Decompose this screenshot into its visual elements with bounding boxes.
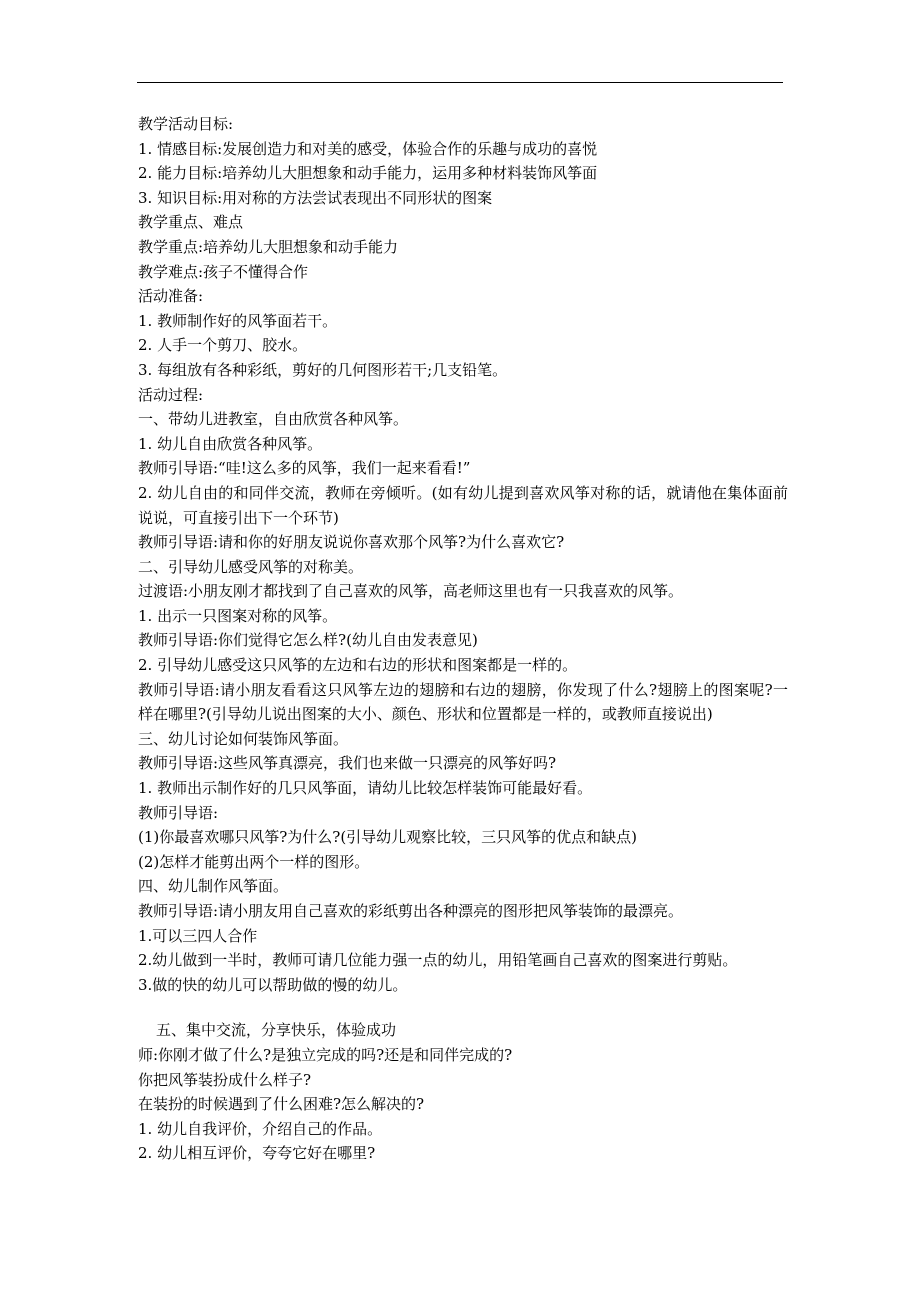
process-step-heading: 一、带幼儿进教室，自由欣赏各种风筝。 <box>138 410 409 429</box>
process-item: 1. 教师出示制作好的几只风筝面，请幼儿比较怎样装饰可能最好看。 <box>138 779 593 798</box>
objective-emotion: 1. 情感目标:发展创造力和对美的感受，体验合作的乐趣与成功的喜悦 <box>138 139 598 158</box>
section-heading-preparation: 活动准备: <box>138 287 204 306</box>
process-step-heading: 四、幼儿制作风筝面。 <box>138 877 289 896</box>
process-paragraph: 2. 幼儿自由的和同伴交流，教师在旁倾听。(如有幼儿提到喜欢风筝对称的话，就请他在集体面前说说，可直接引出下一个环节) <box>138 483 788 527</box>
teacher-guidance: 教师引导语:请和你的好朋友说说你喜欢那个风筝?为什么喜欢它? <box>138 533 565 552</box>
key-point: 教学重点:培养幼儿大胆想象和动手能力 <box>138 237 399 256</box>
difficult-point: 教学难点:孩子不懂得合作 <box>138 262 309 281</box>
question-item: (2)怎样才能剪出两个一样的图形。 <box>138 852 370 871</box>
preparation-item: 2. 人手一个剪刀、胶水。 <box>138 336 308 355</box>
teacher-guidance: 教师引导语:这些风筝真漂亮，我们也来做一只漂亮的风筝好吗? <box>138 754 557 773</box>
process-step-heading: 五、集中交流，分享快乐，体验成功 <box>156 1021 397 1040</box>
process-item: 2. 引导幼儿感受这只风筝的左边和右边的形状和图案都是一样的。 <box>138 656 578 675</box>
process-step-heading: 三、幼儿讨论如何装饰风筝面。 <box>138 729 349 748</box>
question-item: (1)你最喜欢哪只风筝?为什么?(引导幼儿观察比较，三只风筝的优点和缺点) <box>138 828 638 847</box>
process-step-heading: 二、引导幼儿感受风筝的对称美。 <box>138 557 364 576</box>
process-item: 1.可以三四人合作 <box>138 926 258 945</box>
section-heading-process: 活动过程: <box>138 385 204 404</box>
header-rule <box>137 82 783 83</box>
objective-ability: 2. 能力目标:培养幼儿大胆想象和动手能力，运用多种材料装饰风筝面 <box>138 164 598 183</box>
teacher-guidance: 教师引导语:请小朋友用自己喜欢的彩纸剪出各种漂亮的图形把风筝装饰的最漂亮。 <box>138 902 684 920</box>
preparation-item: 3. 每组放有各种彩纸，剪好的几何图形若干;几支铅笔。 <box>138 360 508 379</box>
teacher-guidance: 教师引导语:“哇!这么多的风筝，我们一起来看看!” <box>138 459 471 478</box>
document-body <box>138 112 788 1166</box>
process-item: 1. 幼儿自我评价，介绍自己的作品。 <box>138 1119 383 1138</box>
process-item: 2. 幼儿相互评价，夸夸它好在哪里? <box>138 1144 376 1163</box>
teacher-guidance: 教师引导语:你们觉得它怎么样?(幼儿自由发表意见) <box>138 631 478 650</box>
teacher-question: 你把风筝装扮成什么样子? <box>138 1070 312 1089</box>
process-paragraph: 教师引导语:请小朋友看看这只风筝左边的翅膀和右边的翅膀，你发现了什么?翅膀上的图案呢?一样在哪里?(引导幼儿说出图案的大小、颜色、形状和位置都是一样的，或教师直接说出) <box>138 680 788 724</box>
section-heading-key-points: 教学重点、难点 <box>138 213 244 232</box>
preparation-item: 1. 教师制作好的风筝面若干。 <box>138 311 338 330</box>
process-item: 1. 出示一只图案对称的风筝。 <box>138 606 338 625</box>
transition-text: 过渡语:小朋友刚才都找到了自己喜欢的风筝，高老师这里也有一只我喜欢的风筝。 <box>138 582 684 601</box>
process-item: 1. 幼儿自由欣赏各种风筝。 <box>138 434 323 453</box>
objective-knowledge: 3. 知识目标:用对称的方法尝试表现出不同形状的图案 <box>138 188 493 207</box>
process-item: 2.幼儿做到一半时，教师可请几位能力强一点的幼儿，用铅笔画自己喜欢的图案进行剪贴。 <box>138 951 738 970</box>
teacher-question: 在装扮的时候遇到了什么困难?怎么解决的? <box>138 1095 425 1114</box>
teacher-question: 师:你刚才做了什么?是独立完成的吗?还是和同伴完成的? <box>138 1045 513 1064</box>
section-heading-objectives: 教学活动目标: <box>138 115 234 133</box>
teacher-guidance: 教师引导语: <box>138 803 219 822</box>
process-item: 3.做的快的幼儿可以帮助做的慢的幼儿。 <box>138 975 408 994</box>
blank-line <box>138 997 788 1018</box>
